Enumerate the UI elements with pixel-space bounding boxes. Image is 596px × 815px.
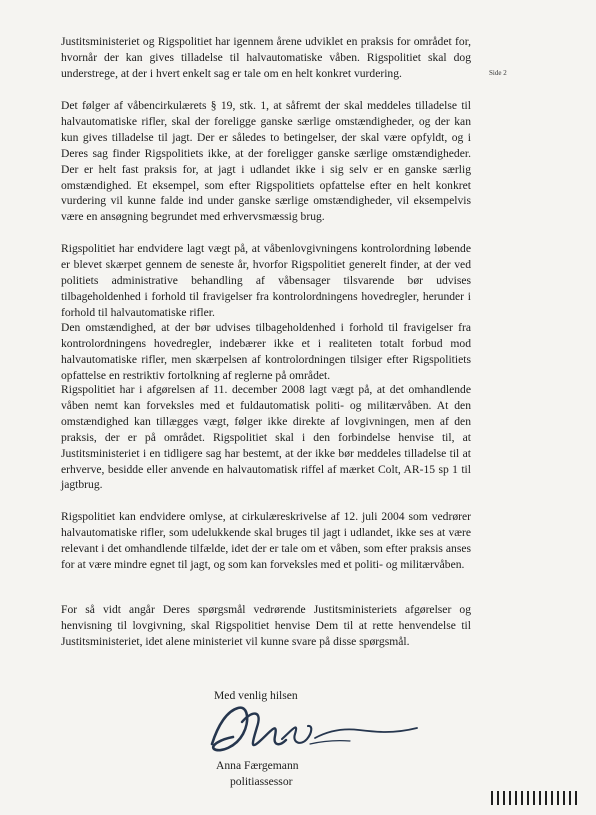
signer-name: Anna Færgemann <box>216 759 299 772</box>
page-number-label: Side 2 <box>489 69 507 77</box>
paragraph-6: Rigspolitiet kan endvidere omlyse, at cirkulæreskrivelse af 12. juli 2004 som vedrører halvautomatiske rifler, som udelukkende skal bruges til jagt i udlandet, ikke ses at være relevant i det omhandlende tilfælde, idet der er tale om et våben, som efter praksis anses for at være mindre egnet til jagt, og som kan forveksles med et politi- og militærvåben. <box>61 510 471 571</box>
paragraph-2: Det følger af våbencirkulærets § 19, stk. 1, at såfremt der skal meddeles tilladelse til halvautomatiske rifler, skal der foreligge ganske særlige omstændigheder, og der kan kun gives tilladelse til jagt. Der er således to betingelser, der skal være opfyldt, og i Deres sag finder Rigspolitiets ikke, at der foreligger ganske særlige omstændigheder. Der er helt fast praksis for, at jagt i udlandet ikke i sig selv er en ganske særlig omstændighed. Et eksempel, som efter Rigspolitiets opfattelse efter en helt konkret vurdering vil kunne falde ind under ganske særlige omstændigheder, vil eksempelvis være en ansøgning begrundet med erhvervsmæssig brug. <box>61 99 471 224</box>
paragraph-4: Den omstændighed, at der bør udvises tilbageholdenhed i forhold til fravigelser fra kontrolordningens hovedregler, indebærer ikke et i realiteten totalt forbud mod halvautomatiske rifler, men skærpelsen af kontrolordningen tilsiger efter Rigspolitiets opfattelse en restriktiv fortolkning af reglerne på området. <box>61 321 471 382</box>
paragraph-1: Justitsministeriet og Rigspolitiet har igennem årene udviklet en praksis for området for, hvornår der kan gives tilladelse til halvautomatiske våben. Rigspolitiet skal dog understrege, at der i hvert enkelt sag er tale om en helt konkret vurdering. <box>61 35 471 80</box>
signature-image <box>196 703 426 765</box>
signer-title: politiassessor <box>230 775 293 788</box>
closing-line: Med venlig hilsen <box>214 689 298 702</box>
paragraph-7: For så vidt angår Deres spørgsmål vedrørende Justitsministeriets afgørelser og henvisning til lovgivning, skal Rigspolitiet henvise Dem til at rette henvendelse til Justitsministeriet, idet alene ministeriet vil kunne svare på disse spørgsmål. <box>61 603 471 648</box>
barcode-mark <box>489 790 579 806</box>
paragraph-3: Rigspolitiet har endvidere lagt vægt på, at våbenlovgivningens kontrolordning løbende er blevet skærpet gennem de seneste år, hvorfor Rigspolitiet generelt finder, at der ved politiets administrative behandling af våbensager tilsvarende bør udvises tilbageholdenhed i forhold til fravigelser fra kontrolordningens hovedregler, herunder i forhold til halvautomatiske rifler. <box>61 242 471 319</box>
paragraph-5: Rigspolitiet har i afgørelsen af 11. december 2008 lagt vægt på, at det omhandlende våben nemt kan forveksles med et fuldautomatisk politi- og militærvåben. At den omstændighed kan tillægges vægt, følger ikke direkte af lovgivningen, men af den praksis, der er på området. Rigspolitiet skal i den forbindelse henvise til, at Justitsministeriet i en tidligere sag har bestemt, at der ikke bør meddeles tilladelse til at erhverve, besidde eller anvende en halvautomatisk riffel af mærket Colt, AR-15 sp 1 til jagtbrug. <box>61 383 471 492</box>
